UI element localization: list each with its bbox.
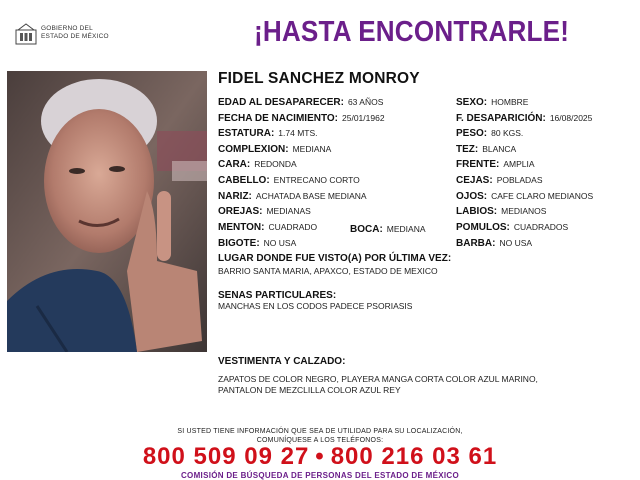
government-name [41, 25, 109, 41]
field-label: OJOS: [456, 191, 488, 202]
field-sexo [456, 94, 528, 110]
lugar-line: BARRIO SANTA MARIA, APAXCO, ESTADO DE MEXICO [218, 266, 438, 276]
field-menton [218, 219, 317, 235]
field-value: 1.74 MTS. [278, 128, 318, 138]
field-cejas [456, 172, 543, 188]
field-value: 16/08/2025 [549, 113, 593, 123]
field-value: ACHATADA BASE MEDIANA [255, 191, 367, 201]
field-value: MEDIANAS [266, 206, 311, 216]
field-value: CAFE CLARO MEDIANOS [491, 191, 594, 201]
field-label: CARA: [218, 159, 251, 170]
field-label: COMPLEXION: [218, 144, 289, 155]
government-logo [14, 22, 124, 48]
field-label: OREJAS: [218, 206, 263, 217]
gov-line-1: GOBIERNO DEL [41, 25, 93, 32]
field-frente [456, 156, 535, 172]
field-label: ESTATURA: [218, 128, 275, 139]
phone-number-2[interactable]: 800 216 03 61 [330, 443, 498, 470]
senas-title: SENAS PARTICULARES: [218, 290, 337, 301]
field-label: CABELLO: [218, 175, 270, 186]
field-label: F. DESAPARICIÓN: [456, 113, 546, 124]
field-peso [456, 125, 523, 141]
phone-numbers [0, 443, 640, 471]
field-value: HOMBRE [491, 97, 529, 107]
field-value: 25/01/1962 [342, 113, 385, 123]
field-label: BOCA: [350, 224, 383, 235]
field-value: CUADRADOS [513, 222, 569, 232]
phone-number-1[interactable]: 800 509 09 27 [142, 443, 310, 470]
commission-name: COMISIÓN DE BÚSQUEDA DE PERSONAS DEL ESTADO DE MÉXICO [180, 471, 459, 480]
field-edad [218, 94, 383, 110]
field-value: POBLADAS [496, 175, 543, 185]
field-label: FRENTE: [456, 159, 500, 170]
field-boca [350, 221, 426, 237]
vestimenta-title: VESTIMENTA Y CALZADO: [218, 356, 346, 367]
field-label: MENTON: [218, 222, 265, 233]
field-value: MEDIANA [386, 224, 426, 234]
field-cara [218, 156, 297, 172]
missing-person-photo [7, 71, 207, 352]
contact-note-line-2: COMUNÍQUESE A LOS TELÉFONOS: [256, 437, 384, 444]
gov-line-2: ESTADO DE MÉXICO [41, 33, 109, 40]
field-value: CUADRADO [268, 222, 318, 232]
field-value: 80 KGS. [491, 128, 524, 138]
field-label: SEXO: [456, 97, 488, 108]
contact-note-line-1: SI USTED TIENE INFORMACIÓN QUE SEA DE UTILIDAD PARA SU LOCALIZACIÓN, [177, 428, 463, 435]
field-labios [456, 203, 546, 219]
vestimenta-line-2: PANTALON DE MEZCLILLA COLOR AZUL REY [218, 385, 401, 395]
headline: ¡HASTA ENCONTRARLE! [254, 16, 570, 48]
field-label: BIGOTE: [218, 238, 260, 249]
field-fecha-nacimiento [218, 110, 385, 126]
bullet-separator: • [315, 443, 325, 470]
field-ojos [456, 188, 593, 204]
field-value: MEDIANOS [501, 206, 547, 216]
vestimenta-line-1: ZAPATOS DE COLOR NEGRO, PLAYERA MANGA CORTA COLOR AZUL MARINO, [218, 374, 538, 384]
field-label: POMULOS: [456, 222, 510, 233]
field-f-desaparicion [456, 110, 592, 126]
field-value: NO USA [263, 238, 297, 248]
field-label: BARBA: [456, 238, 496, 249]
field-value: NO USA [499, 238, 533, 248]
person-photo-image [7, 71, 207, 352]
lugar-title: LUGAR DONDE FUE VISTO(A) POR ÚLTIMA VEZ: [218, 253, 452, 264]
field-value: 63 AÑOS [347, 97, 384, 107]
field-label: NARIZ: [218, 191, 252, 202]
field-label: EDAD AL DESAPARECER: [218, 97, 344, 108]
field-barba [456, 235, 532, 251]
field-label: LABIOS: [456, 206, 498, 217]
field-cabello [218, 172, 360, 188]
field-orejas [218, 203, 311, 219]
field-value: MEDIANA [292, 144, 332, 154]
person-name: FIDEL SANCHEZ MONROY [218, 70, 420, 87]
field-tez [456, 141, 516, 157]
field-value: BLANCA [482, 144, 517, 154]
field-nariz [218, 188, 367, 204]
field-label: FECHA DE NACIMIENTO: [218, 113, 338, 124]
state-emblem-icon [14, 22, 38, 46]
field-value: REDONDA [254, 159, 297, 169]
field-value: ENTRECANO CORTO [273, 175, 360, 185]
field-label: TEZ: [456, 144, 479, 155]
field-label: PESO: [456, 128, 488, 139]
field-complexion [218, 141, 331, 157]
vestimenta-text [218, 374, 538, 396]
field-value: AMPLIA [503, 159, 535, 169]
field-pomulos [456, 219, 568, 235]
senas-line: MANCHAS EN LOS CODOS PADECE PSORIASIS [218, 301, 413, 311]
field-bigote [218, 235, 296, 251]
field-estatura [218, 125, 318, 141]
field-label: CEJAS: [456, 175, 493, 186]
senas-text [218, 301, 412, 312]
lugar-text [218, 266, 438, 277]
